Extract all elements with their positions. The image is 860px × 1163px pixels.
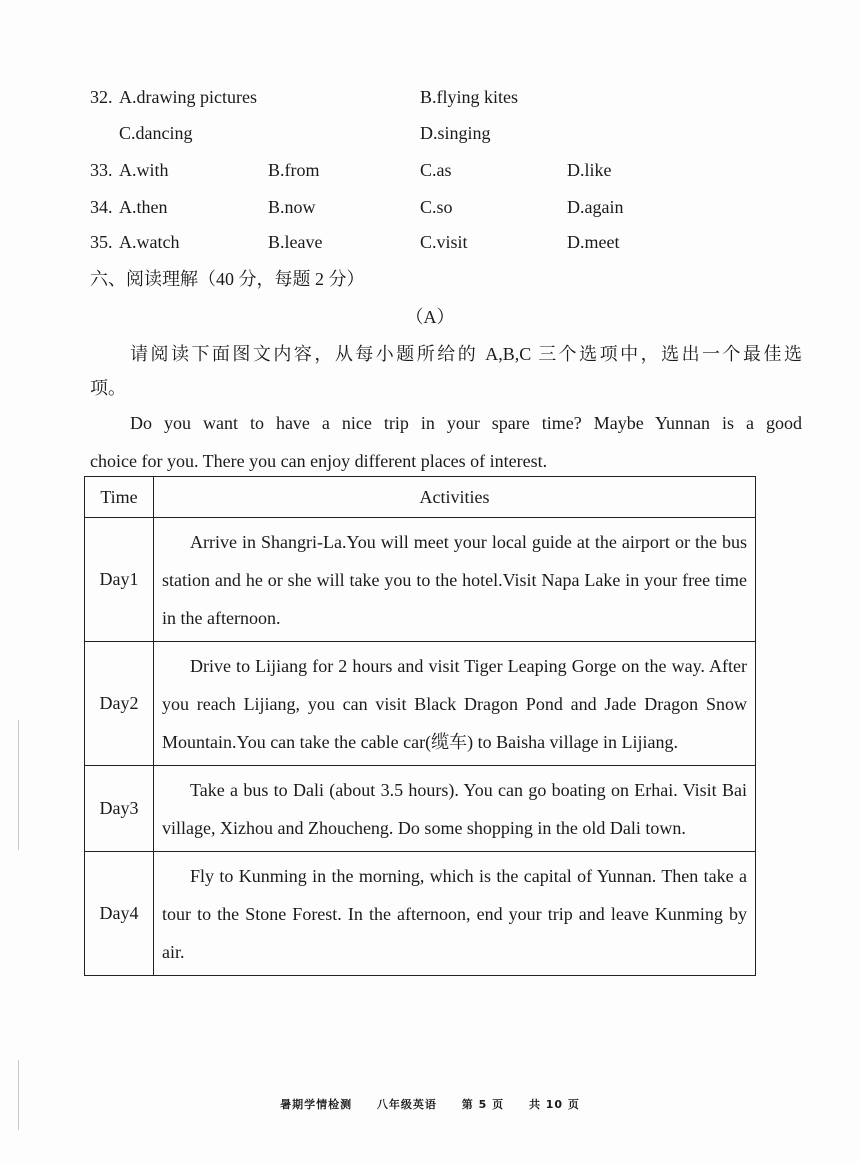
- q35-option-b: B.leave: [268, 232, 323, 252]
- q35-option-a: A.watch: [119, 232, 180, 252]
- q32-option-d: D.singing: [420, 123, 491, 143]
- activity-text: Arrive in Shangri-La.You will meet your local guide at the airport or the bus station and he or she will take you to the hotel.Visit Napa Lake in your free time in the afternoon.: [154, 518, 756, 642]
- q33-option-a: A.with: [119, 160, 169, 180]
- table-row: [85, 642, 756, 766]
- activity-text: Take a bus to Dali (about 3.5 hours). You can go boating on Erhai. Visit Bai village, Xizhou and Zhoucheng. Do some shopping in the old Dali town.: [154, 766, 756, 852]
- footer-total-pages: 共 10 页: [528, 1098, 580, 1111]
- section-heading: 六、阅读理解（40 分，每题 2 分）: [90, 269, 365, 289]
- q35-option-d: D.meet: [567, 232, 620, 252]
- q35-number: 35.: [90, 232, 113, 252]
- q32-number: 32.: [90, 87, 113, 107]
- footer-page-number: 第 5 页: [461, 1098, 505, 1111]
- q33-option-b: B.from: [268, 160, 320, 180]
- q33-option-c: C.as: [420, 160, 452, 180]
- intro-line-1: Do you want to have a nice trip in your spare time? Maybe Yunnan is a good: [130, 413, 802, 433]
- activity-text: Fly to Kunming in the morning, which is the capital of Yunnan. Then take a tour to the Stone Forest. In the afternoon, end your trip and leave Kunming by air.: [154, 852, 756, 976]
- q34-number: 34.: [90, 197, 113, 217]
- q34-option-c: C.so: [420, 197, 453, 217]
- footer-exam-name: 暑期学情检测: [280, 1098, 353, 1111]
- activity-text: Drive to Lijiang for 2 hours and visit Tiger Leaping Gorge on the way. After you reach Lijiang, you can visit Black Dragon Pond and Jade Dragon Snow Mountain.You can take the cable car(缆车) to Baisha village in Lijiang.: [154, 642, 756, 766]
- q33-number: 33.: [90, 160, 113, 180]
- header-activities: Activities: [154, 477, 756, 518]
- footer-subject: 八年级英语: [376, 1098, 437, 1111]
- q34-option-d: D.again: [567, 197, 624, 217]
- q34-option-b: B.now: [268, 197, 316, 217]
- table-row: [85, 852, 756, 976]
- day-label: Day3: [85, 766, 154, 852]
- q32-option-c: C.dancing: [119, 123, 193, 143]
- scan-line-decoration: [18, 720, 19, 850]
- q33-option-d: D.like: [567, 160, 612, 180]
- instruction-line-1: 请阅读下面图文内容，从每小题所给的 A,B,C 三个选项中，选出一个最佳选: [130, 344, 802, 364]
- q32-option-a: A.drawing pictures: [119, 87, 257, 107]
- day-label: Day2: [85, 642, 154, 766]
- scan-line-decoration: [18, 1060, 19, 1130]
- day-label: Day4: [85, 852, 154, 976]
- q32-option-b: B.flying kites: [420, 87, 518, 107]
- page-footer: [0, 1096, 860, 1112]
- passage-label: （A）: [405, 307, 455, 327]
- itinerary-table: [84, 476, 756, 976]
- q35-option-c: C.visit: [420, 232, 468, 252]
- intro-line-2: choice for you. There you can enjoy different places of interest.: [90, 451, 548, 471]
- table-row: [85, 518, 756, 642]
- table-row: [85, 766, 756, 852]
- header-time: Time: [85, 477, 154, 518]
- table-header-row: [85, 477, 756, 518]
- instruction-line-2: 项。: [90, 378, 126, 398]
- q34-option-a: A.then: [119, 197, 168, 217]
- day-label: Day1: [85, 518, 154, 642]
